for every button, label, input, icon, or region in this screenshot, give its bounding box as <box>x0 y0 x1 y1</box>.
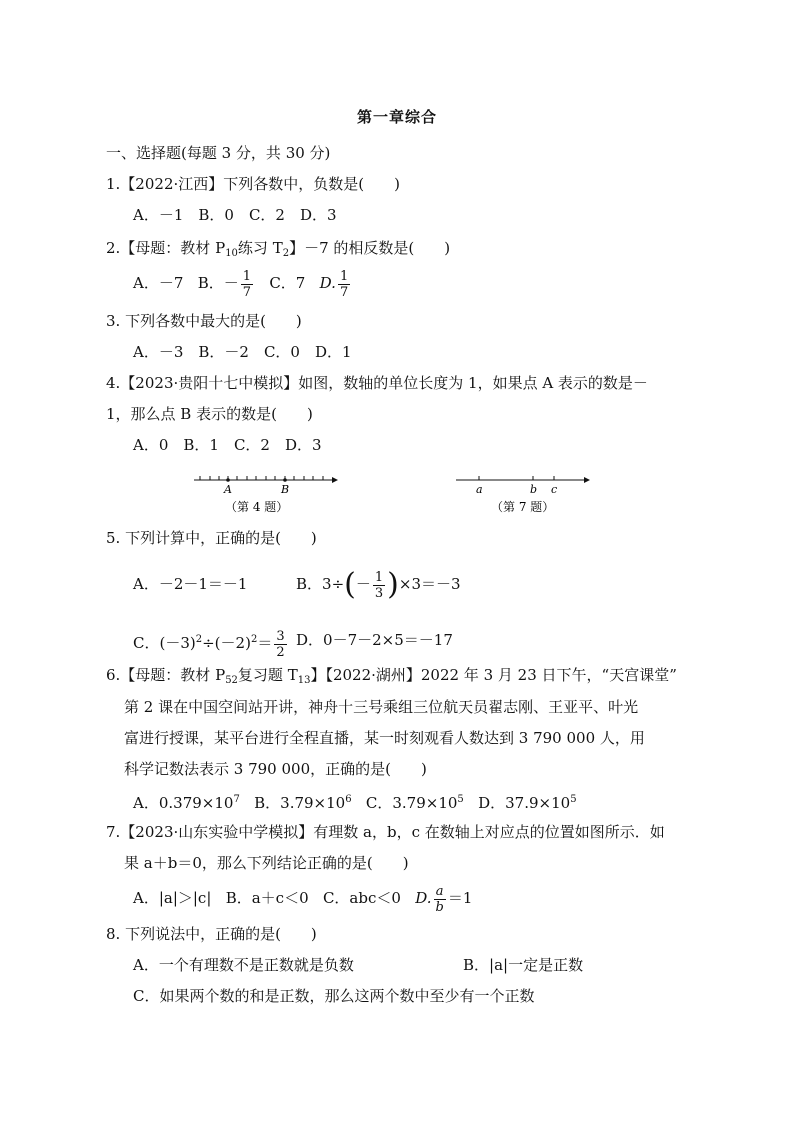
question-5-options-row-1 <box>133 562 461 606</box>
option-c: C．$(-3)^2\div(-2)^2=$ $\frac{3}{2}$ <box>133 628 285 660</box>
figure-7-number-line <box>456 476 590 514</box>
question-3-stem: 3. 下列各数中最大的是( ) <box>106 312 302 330</box>
question-8-option-a: A．一个有理数不是正数就是负数 <box>133 956 354 974</box>
figure-7-caption: （第 7 题） <box>491 500 555 514</box>
option-b-label: B．－ <box>197 274 239 292</box>
question-1-options: A．－1 B．0 C．2 D．3 <box>133 206 337 224</box>
figure-7-label-a: a <box>476 483 483 496</box>
option-b: B．3÷(－ $\frac{1}{3}$ )×3＝－3 <box>296 567 461 602</box>
option-c: C．7 <box>269 274 306 292</box>
question-8-option-b: B．|a|一定是正数 <box>463 956 584 974</box>
question-3-options: A．－3 B．－2 C．0 D．1 <box>133 343 352 361</box>
figure-4-caption: （第 4 题） <box>225 500 289 514</box>
figure-7-label-c: c <box>551 483 558 496</box>
option-d: D．0－7－2×5＝－17 <box>296 631 453 649</box>
question-2-stem: 2.【母题：教材 $P_{10}$练习 $T_2$】－7 的相反数是( ) <box>106 239 451 259</box>
option-a: A．－7 <box>133 274 184 292</box>
question-7-line-2: 果 a＋b＝0，那么下列结论正确的是( ) <box>124 854 409 872</box>
fraction-three-halves: $\frac{3}{2}$ <box>276 628 285 660</box>
figure-4-label-a: A <box>224 483 232 496</box>
question-6-options: A．$0.379\times 10^7$ B．$3.79\times 10^6$ C．$3.79\times 10^5$ D．$37.9\times 10^5$ <box>133 794 577 812</box>
section-heading: 一、选择题(每题 3 分，共 30 分) <box>106 144 331 162</box>
question-7-line-1: 7.【2023·山东实验中学模拟】有理数 a，b，c 在数轴上对应点的位置如图所示．如 <box>106 823 665 841</box>
point-a-marker <box>226 478 230 482</box>
question-6-line-4: 科学记数法表示 3 790 000，正确的是( ) <box>124 760 427 778</box>
figure-4-number-line <box>194 476 338 514</box>
figure-7-label-b: b <box>530 483 538 496</box>
question-4-line-2: 1，那么点 B 表示的数是( ) <box>106 405 313 423</box>
question-1-stem: 1.【2022·江西】下列各数中，负数是( ) <box>106 175 400 193</box>
question-6-line-2: 第 2 课在中国空间站开讲，神舟十三号乘组三位航天员翟志刚、王亚平、叶光 <box>124 698 639 716</box>
number-line-figures <box>180 468 620 518</box>
question-5-stem: 5. 下列计算中，正确的是( ) <box>106 529 317 547</box>
point-b-marker <box>283 478 287 482</box>
question-7-options: A．|a|＞|c| B．a＋c＜0 C．abc＜0 D. $\frac{a}{b}$ ＝1 <box>133 883 473 915</box>
question-4-line-1: 4.【2023·贵阳十七中模拟】如图，数轴的单位长度为 1，如果点 A 表示的数是－ <box>106 374 648 392</box>
fraction-one-seventh: $\frac{1}{7}$ <box>242 268 252 300</box>
question-6-line-1: 6.【母题：教材 $P_{52}$复习题 $T_{13}$】【2022·湖州】2022 年 3 月 23 日下午，“天宫课堂” <box>106 666 677 686</box>
fraction-one-seventh-d: $\frac{1}{7}$ <box>339 268 349 300</box>
question-2-options <box>133 266 352 300</box>
question-8-stem: 8. 下列说法中，正确的是( ) <box>106 925 317 943</box>
question-8-option-c: C．如果两个数的和是正数，那么这两个数中至少有一个正数 <box>133 987 535 1005</box>
option-a: A．－2－1＝－1 <box>133 575 248 593</box>
question-6-line-3: 富进行授课，某平台进行全程直播，某一时刻观看人数达到 3 790 000 人，用 <box>124 729 645 747</box>
page-title: 第一章综合 <box>356 108 437 126</box>
option-d-label: D. <box>319 274 336 292</box>
figure-4-label-b: B <box>281 483 290 496</box>
question-5-options-row-2 <box>133 618 453 665</box>
question-4-options: A．0 B．1 C．2 D．3 <box>133 436 322 454</box>
fraction-one-third: $\frac{1}{3}$ <box>374 569 384 601</box>
fraction-a-over-b: $\frac{a}{b}$ <box>435 883 444 915</box>
